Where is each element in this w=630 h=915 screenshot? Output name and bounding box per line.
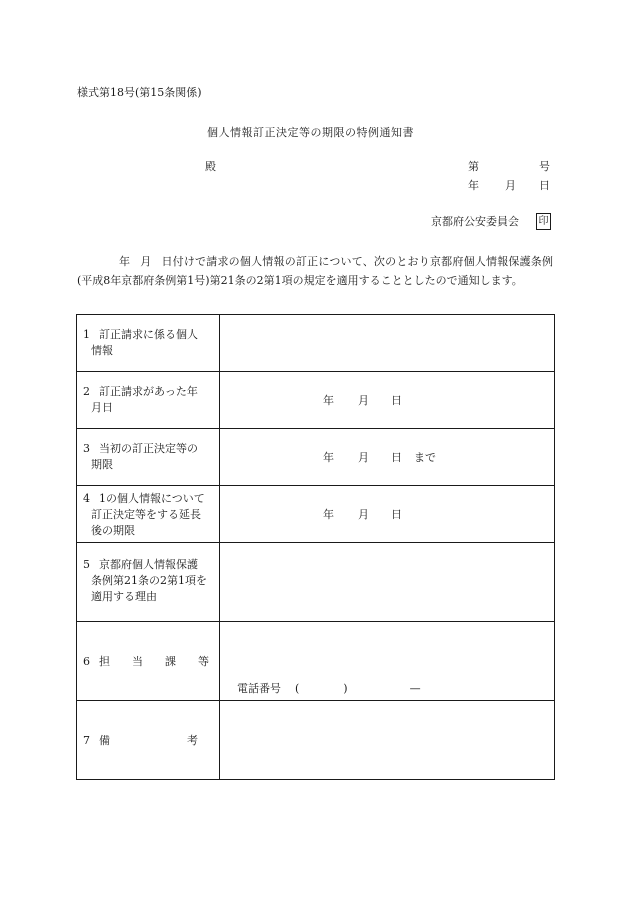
field-month: 月	[358, 394, 369, 407]
row-label-line: 月日	[91, 401, 113, 414]
row-number: 7	[83, 734, 90, 747]
date-year-label: 年	[468, 179, 479, 192]
field-month: 月	[358, 451, 369, 464]
field-day: 日	[391, 508, 402, 521]
row-label-line: 京都府個人情報保護	[99, 558, 198, 571]
row-value-cell[interactable]	[220, 543, 555, 622]
phone-open-paren: (	[295, 682, 300, 695]
date-month-label: 月	[505, 179, 516, 192]
row-label-line: 訂正決定等をする延長	[91, 508, 201, 521]
addressee-suffix: 殿	[205, 160, 216, 173]
table-row	[77, 315, 555, 372]
row-label-line: 期限	[91, 458, 113, 471]
row-label-line: 備 考	[99, 734, 198, 747]
phone-dash: —	[409, 682, 421, 695]
row-value-cell[interactable]	[220, 622, 555, 701]
row-value-cell[interactable]	[220, 701, 555, 780]
field-year: 年	[323, 508, 334, 521]
body-month: 月	[140, 255, 152, 268]
table-row	[77, 543, 555, 622]
row-label-line: 訂正請求に係る個人	[99, 328, 198, 341]
row-number: 3	[83, 442, 90, 455]
row-label	[77, 429, 220, 486]
row-number: 4	[83, 492, 90, 505]
phone-label: 電話番号	[237, 682, 281, 695]
body-year: 年	[119, 255, 131, 268]
table-row	[77, 622, 555, 701]
row-label	[77, 486, 220, 543]
field-day: 日	[391, 451, 402, 464]
row-number: 5	[83, 558, 90, 571]
issuer-name: 京都府公安委員会	[431, 215, 519, 228]
table-row	[77, 372, 555, 429]
doc-number-suffix: 号	[539, 160, 550, 173]
field-month: 月	[358, 508, 369, 521]
form-number: 様式第18号(第15条関係)	[77, 86, 202, 99]
phone-field	[237, 680, 421, 696]
row-number: 2	[83, 385, 90, 398]
row-label	[77, 315, 220, 372]
table-row	[77, 486, 555, 543]
document-title: 個人情報訂正決定等の期限の特例通知書	[207, 126, 414, 139]
row-label-line: 訂正請求があった年	[99, 385, 198, 398]
table-row	[77, 429, 555, 486]
row-label-line: 担 当 課 等	[99, 655, 209, 668]
date-field	[299, 506, 402, 522]
row-number: 6	[83, 655, 90, 668]
row-label-line: 当初の訂正決定等の	[99, 442, 198, 455]
row-value-cell[interactable]	[220, 372, 555, 429]
phone-close-paren: )	[343, 682, 348, 695]
row-label	[77, 622, 220, 701]
row-label-line: 情報	[91, 344, 113, 357]
form-table	[76, 314, 555, 780]
row-number: 1	[83, 328, 90, 341]
row-value-cell[interactable]	[220, 486, 555, 543]
field-year: 年	[323, 394, 334, 407]
row-label-line: 1の個人情報について	[99, 492, 205, 505]
table-row	[77, 701, 555, 780]
row-label	[77, 372, 220, 429]
field-year: 年	[323, 451, 334, 464]
body-text: 日付けで請求の個人情報の訂正について、次のとおり京都府個人情報保護条例(平成8年京都府条例第1号)第21条の2第1項の規定を適用することとしたので通知します。	[77, 255, 554, 287]
row-label	[77, 543, 220, 622]
field-until: まで	[414, 451, 436, 464]
row-label-line: 適用する理由	[91, 590, 157, 603]
seal-mark: 印	[536, 213, 551, 230]
date-day-label: 日	[539, 179, 550, 192]
doc-number-prefix: 第	[468, 160, 479, 173]
body-paragraph	[77, 252, 553, 290]
field-day: 日	[391, 394, 402, 407]
row-label	[77, 701, 220, 780]
date-field	[299, 449, 436, 465]
row-value-cell[interactable]	[220, 315, 555, 372]
date-field	[299, 392, 402, 408]
row-value-cell[interactable]	[220, 429, 555, 486]
row-label-line: 条例第21条の2第1項を	[91, 574, 207, 587]
row-label-line: 後の期限	[91, 524, 135, 537]
